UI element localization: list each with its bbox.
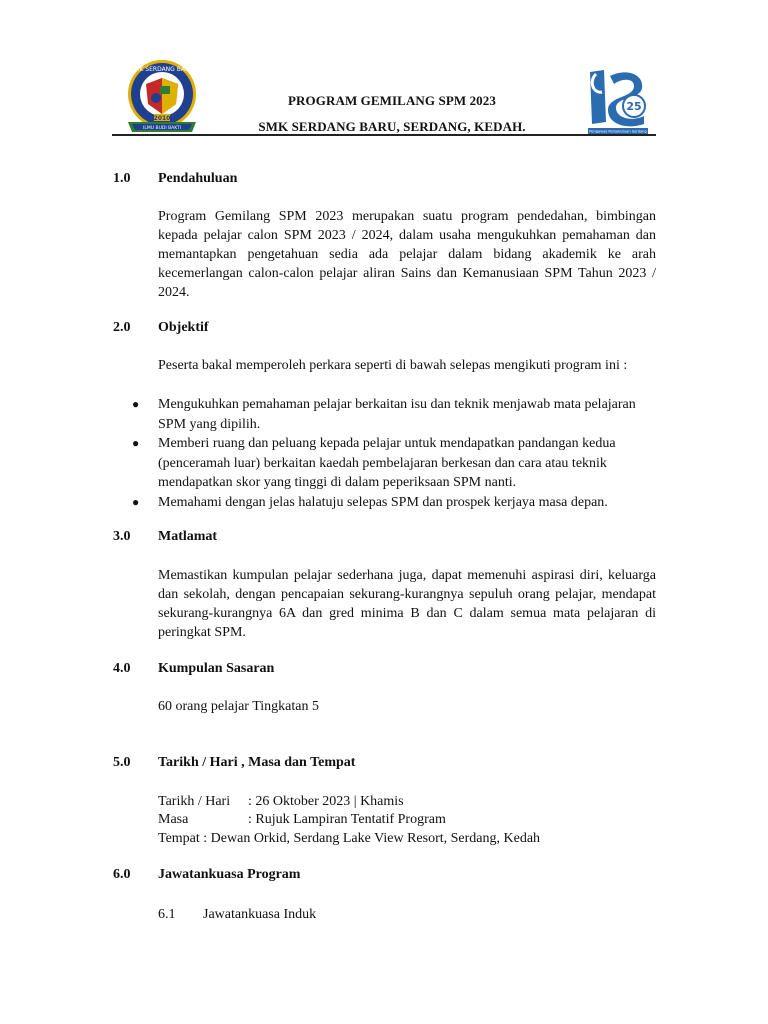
section-number: 4.0 [113,661,131,676]
section-number: 6.0 [113,867,131,882]
badge-number: 25 [626,100,642,113]
tarikh-value: : 26 Oktober 2023 | Khamis [248,794,404,809]
masa-label: Masa [158,812,189,827]
objektif-intro: Peserta bakal memperoleh perkara seperti di bawah selepas mengikuti program ini : [158,358,628,373]
section-number: 5.0 [113,755,131,770]
bullet-text: Memahami dengan jelas halatuju selepas SPM dan prospek kerjaya masa depan. [158,494,608,510]
matlamat-paragraph: Memastikan kumpulan pelajar sederhana juga, dapat memenuhi aspirasi diri, keluarga dan sekolah, dengan pencapaian sekurang-kurangnya sepuluh orang pelajar, mendapat sekurang-kurangnya 6A dan gred minima B dan C dalam semua mata pelajaran di peringkat SPM. [158,568,656,640]
subsection-title: Jawatankuasa Induk [203,907,317,922]
crest-ribbon-text: ILMU BUDI BAKTI [143,126,181,131]
crest-year: 2010 [153,115,171,122]
bullet-icon: ● [132,494,140,509]
header-divider [112,134,656,136]
section-title-jawatankuasa: Jawatankuasa Program [158,867,301,882]
pendahuluan-paragraph: Program Gemilang SPM 2023 merupakan suatu program pendedahan, bimbingan kepada pelajar calon SPM 2023 / 2024, dalam usaha mengukuhkan pemahaman dan memantapkan pengetahuan sedia ada pelajar dalam bidang akademik ke arah kecemerlangan calon-calon pelajar aliran Sains dan Kemanusiaan SPM Tahun 2023 / 2024. [158,209,656,300]
section-title-tarikh: Tarikh / Hari , Masa dan Tempat [158,755,356,770]
section-title-matlamat: Matlamat [158,529,218,544]
list-item [130,434,656,493]
masa-row [158,810,446,829]
bullet-icon: ● [132,397,140,411]
bullet-text: Memberi ruang dan peluang kepada pelajar untuk mendapatkan pandangan kedua (penceramah luar) berkaitan kaedah pembelajaran berkesan dan cara atau teknik mendapatkan skor yang tinggi di dalam peperiksaan SPM nanti. [158,436,616,490]
tempat-row: Tempat : Dewan Orkid, Serdang Lake View Resort, Serdang, Kedah [158,831,541,846]
list-item [130,395,656,434]
section-number: 2.0 [113,320,131,335]
section-number: 1.0 [113,171,131,186]
kumpulan-sasaran-text: 60 orang pelajar Tingkatan 5 [158,699,319,714]
section-title-kumpulan-sasaran: Kumpulan Sasaran [158,661,275,676]
badge-caption: Pengawas Persekutuan Serdang [589,129,647,134]
header-title-line1: PROGRAM GEMILANG SPM 2023 [288,93,496,108]
masa-value: : Rujuk Lampiran Tentatif Program [248,812,446,827]
objektif-bullet-list [130,395,656,512]
subsection-number: 6.1 [158,907,176,922]
tarikh-row [158,792,404,811]
bullet-text: Mengukuhkan pemahaman pelajar berkaitan isu dan teknik menjawab mata pelajaran SPM yang dipilih. [158,397,636,432]
crest-ring-text: SMK SERDANG BARU [130,66,194,73]
tarikh-label: Tarikh / Hari [158,794,231,809]
school-crest-logo [124,58,200,138]
section-title-objektif: Objektif [158,320,209,335]
section-title-pendahuluan: Pendahuluan [158,171,238,186]
section-number: 3.0 [113,529,131,544]
list-item [130,493,656,513]
header-title-line2: SMK SERDANG BARU, SERDANG, KEDAH. [258,119,526,134]
prefect-badge-logo [586,66,650,136]
bullet-icon: ● [132,436,140,450]
